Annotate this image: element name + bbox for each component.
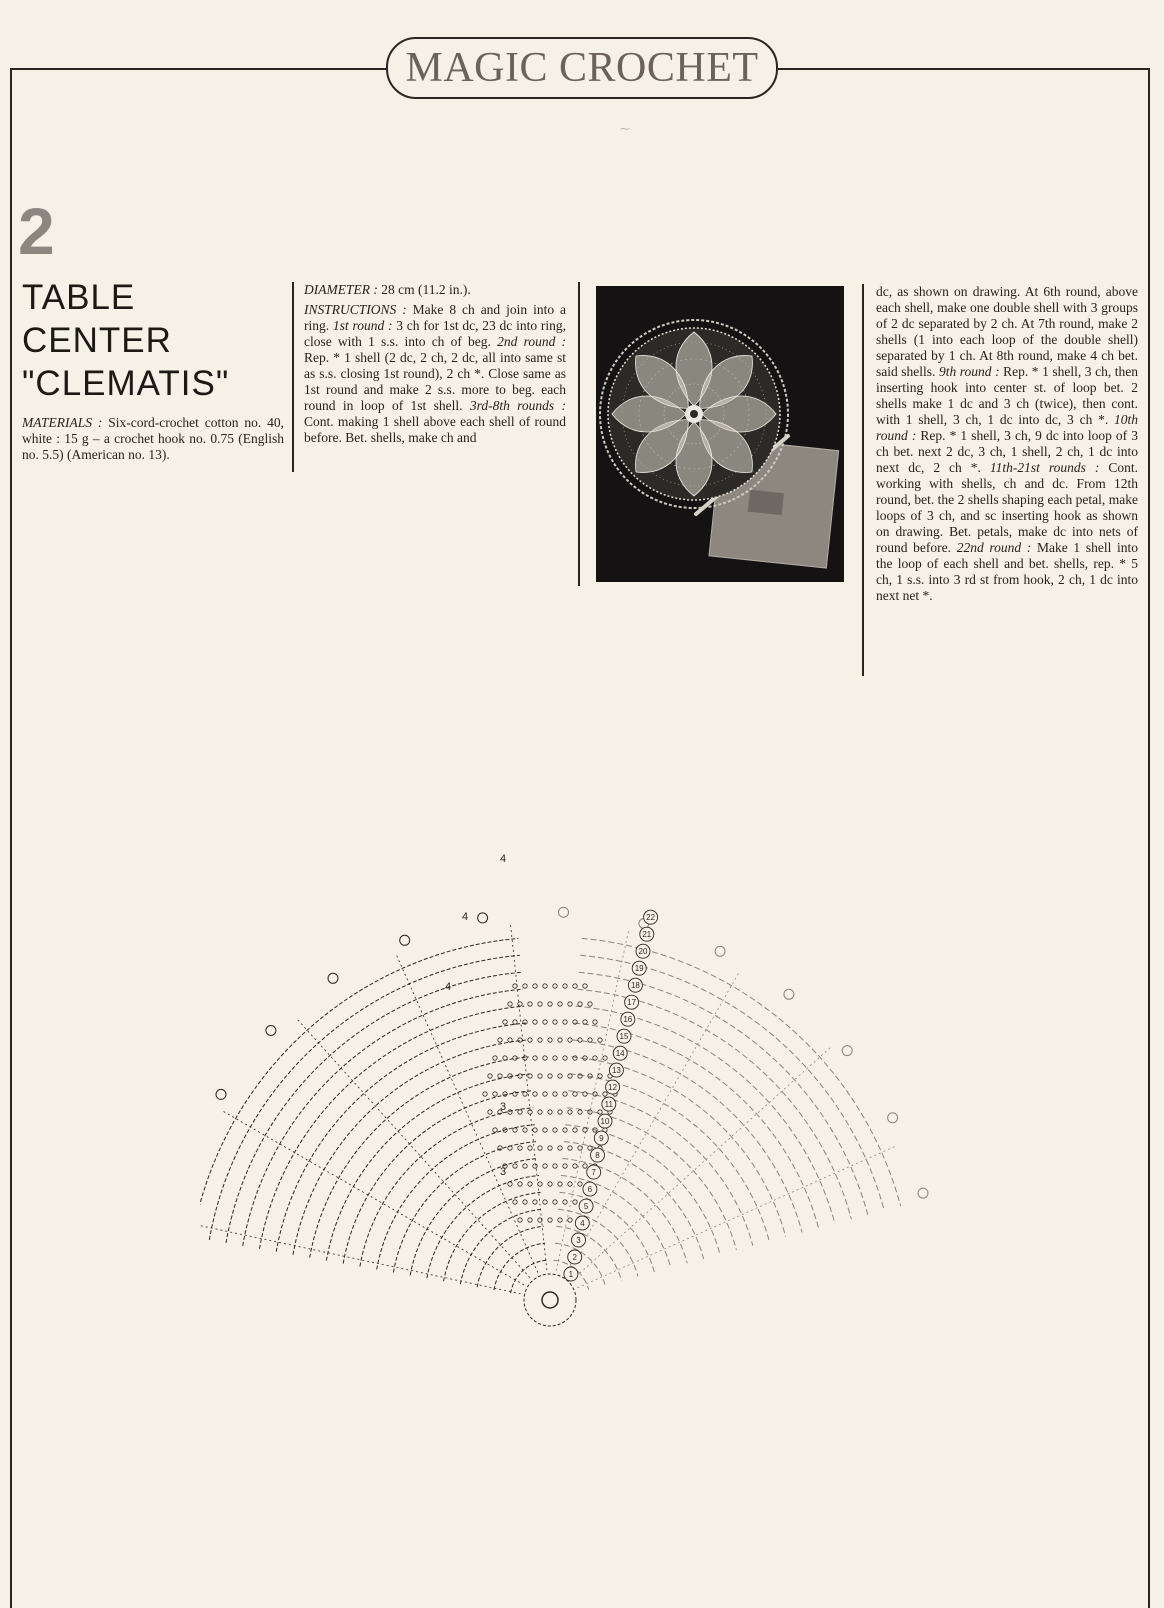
stitch-dot — [558, 1074, 562, 1078]
column-divider — [578, 282, 580, 586]
stitch-dot — [578, 1002, 582, 1006]
stitch-dot — [493, 1092, 497, 1096]
stitch-dot — [498, 1038, 502, 1042]
round-number-label: 3 — [576, 1236, 581, 1245]
stitch-dot — [508, 1110, 512, 1114]
stitch-dot — [493, 1128, 497, 1132]
diameter-text: 28 cm (11.2 in.). — [377, 282, 471, 297]
stitch-dot — [553, 1092, 557, 1096]
instructions-text: Make 8 ch and join into a ring. — [304, 302, 566, 333]
picot — [842, 1046, 852, 1056]
picot — [559, 907, 569, 917]
stitch-dot — [568, 1038, 572, 1042]
stitch-dot — [548, 1146, 552, 1150]
stitch-round-arc — [555, 1243, 605, 1285]
picot — [400, 935, 410, 945]
stitch-dot — [543, 1092, 547, 1096]
stitch-dot — [528, 1002, 532, 1006]
stitch-dot — [583, 1128, 587, 1132]
stitch-dot — [588, 1002, 592, 1006]
round-number-label: 17 — [627, 998, 637, 1008]
stitch-round-arc — [360, 1108, 533, 1267]
stitch-dot — [538, 1038, 542, 1042]
stitch-dot — [563, 1092, 567, 1096]
stitch-dot — [583, 984, 587, 988]
stitch-dot — [558, 1146, 562, 1150]
stitch-dot — [583, 1020, 587, 1024]
stitch-dot — [488, 1074, 492, 1078]
stitch-dot — [543, 1020, 547, 1024]
round-number-label: 20 — [638, 947, 648, 957]
stitch-dot — [573, 984, 577, 988]
stitch-dot — [548, 1182, 552, 1186]
stitch-dot — [573, 1164, 577, 1168]
stitch-dot — [523, 1092, 527, 1096]
picot — [784, 989, 794, 999]
round-number-label: 4 — [580, 1219, 585, 1228]
picot — [888, 1113, 898, 1123]
stitch-dot — [563, 1128, 567, 1132]
round-number-label: 16 — [623, 1015, 633, 1025]
round-text: Make 1 shell into the loop of each shell and bet. shells, rep. * 5 ch, 1 s.s. into 3 rd st from hook, 2 ch, 1 dc into next net *. — [876, 540, 1138, 603]
stitch-spoke — [395, 953, 537, 1273]
stitch-dot — [553, 1056, 557, 1060]
stitch-dot — [578, 1182, 582, 1186]
round-label: 22nd round : — [956, 540, 1032, 555]
stitch-dot — [558, 1110, 562, 1114]
round-text: Cont. making 1 shell above each shell of round before. Bet. shells, make ch and — [304, 414, 566, 445]
stitch-dot — [598, 1074, 602, 1078]
diameter-label: DIAMETER : — [304, 282, 378, 297]
instructions-paragraph — [304, 302, 566, 446]
stitch-dot — [518, 1074, 522, 1078]
stitch-dot — [538, 1110, 542, 1114]
stitch-dot — [558, 1218, 562, 1222]
round-number-label: 18 — [630, 981, 640, 991]
round-text: Rep. * 1 shell (2 dc, 2 ch, 2 dc, all into same st as s.s. closing 1st round), 2 ch *. Close same as 1st round and make 2 s.s. more to beg. each round in loop of 1st shell. — [304, 350, 566, 413]
stitch-dot — [548, 1074, 552, 1078]
stitch-round-arc — [577, 989, 851, 1219]
stitch-dot — [558, 1038, 562, 1042]
round-text: Rep. * 1 shell, 3 ch, then inserting hook into center st. of loop bet. 2 shells make 1 dc and 3 ch (twice), then cont. with 1 shell, 3 ch, 1 dc into dc, 3 ch *. — [876, 364, 1138, 427]
stitch-dot — [543, 1056, 547, 1060]
stitch-spoke — [200, 1221, 521, 1294]
pattern-number: 2 — [18, 194, 55, 268]
round-label: 2nd round : — [497, 334, 567, 349]
stitch-dot — [538, 1182, 542, 1186]
round-number-label: 21 — [642, 930, 652, 940]
stitch-dot — [523, 1200, 527, 1204]
stitch-dot — [528, 1182, 532, 1186]
picot — [266, 1026, 276, 1036]
stitch-dot — [503, 1056, 507, 1060]
stitch-dot — [588, 1146, 592, 1150]
round-label: 9th round : — [938, 364, 1000, 379]
stitch-dot — [528, 1038, 532, 1042]
stitch-round-arc — [558, 1209, 638, 1276]
stitch-dot — [573, 1200, 577, 1204]
stitch-dot — [543, 1200, 547, 1204]
stitch-dot — [533, 1020, 537, 1024]
crochet-chart-diagram — [200, 780, 1020, 1400]
stitch-round-arc — [310, 1057, 529, 1258]
stitch-dot — [568, 1110, 572, 1114]
print-speck: ⁓ — [620, 124, 630, 135]
stitch-dot — [558, 1182, 562, 1186]
stitch-dot — [533, 1164, 537, 1168]
continuation-text: dc, as shown on drawing. At 6th round, above each shell, make one double shell with 3 groups of 2 dc separated by 2 ch. At 7th round, make 2 shells (1 into each loop of the double shell) separated by 1 ch. At 8th round, make 4 ch bet. said shells. — [876, 284, 1138, 379]
stitch-dot — [508, 1038, 512, 1042]
stitch-dot — [553, 984, 557, 988]
round-number-label: 13 — [611, 1066, 621, 1076]
materials-text: Six-cord-crochet cotton no. 40, white : 15 g – a crochet hook no. 0.75 (English no. 5.5) (American no. 13). — [22, 415, 284, 462]
column-divider — [292, 282, 294, 472]
stitch-dot — [528, 1074, 532, 1078]
stitch-dot — [603, 1056, 607, 1060]
stitch-dot — [528, 1218, 532, 1222]
stitch-round-arc — [293, 1040, 527, 1255]
stitch-count-label: 4 — [445, 981, 452, 993]
picot — [715, 946, 725, 956]
stitch-dot — [568, 1182, 572, 1186]
stitch-dot — [498, 1074, 502, 1078]
stitch-dot — [548, 1038, 552, 1042]
stitch-round-arc — [582, 938, 901, 1206]
stitch-dot — [548, 1218, 552, 1222]
stitch-dot — [483, 1092, 487, 1096]
stitch-dot — [573, 1056, 577, 1060]
stitch-dot — [518, 1002, 522, 1006]
stitch-dot — [563, 1200, 567, 1204]
picot — [328, 973, 338, 983]
stitch-dot — [493, 1056, 497, 1060]
stitch-dot — [563, 1056, 567, 1060]
instructions-label: INSTRUCTIONS : — [304, 302, 407, 317]
stitch-dot — [533, 1200, 537, 1204]
stitch-dot — [563, 1164, 567, 1168]
round-number-label: 1 — [568, 1270, 574, 1279]
stitch-round-arc — [579, 972, 868, 1215]
round-text: Cont. working with shells, ch and dc. From 12th round, bet. the 2 shells shaping each petal, make loops of 3 ch, and sc inserting hook as shown on drawing. Bet. petals, make dc into nets of round before. — [876, 460, 1138, 555]
stitch-round-arc — [393, 1142, 536, 1273]
stitch-dot — [583, 1164, 587, 1168]
stitch-dot — [583, 1092, 587, 1096]
stitch-dot — [578, 1146, 582, 1150]
picot — [478, 913, 488, 923]
title-line: TABLE — [22, 278, 136, 317]
stitch-dot — [548, 1002, 552, 1006]
stitch-round-arc — [260, 1006, 525, 1249]
picot — [216, 1089, 226, 1099]
stitch-dot — [543, 984, 547, 988]
stitch-dot — [568, 1002, 572, 1006]
stitch-round-arc — [576, 1006, 835, 1224]
stitch-round-arc — [427, 1176, 539, 1279]
stitch-dot — [553, 1128, 557, 1132]
stitch-dot — [508, 1002, 512, 1006]
round-number-label: 6 — [587, 1185, 593, 1195]
stitch-dot — [563, 984, 567, 988]
stitch-dot — [533, 1092, 537, 1096]
round-label: 11th-21st rounds : — [989, 460, 1100, 475]
stitch-dot — [558, 1002, 562, 1006]
doily-photo — [596, 286, 844, 582]
stitch-dot — [543, 1128, 547, 1132]
stitch-round-arc — [477, 1226, 543, 1287]
round-number-label: 22 — [646, 913, 656, 923]
stitch-dot — [548, 1110, 552, 1114]
stitch-dot — [553, 1020, 557, 1024]
stitch-dot — [523, 1164, 527, 1168]
stitch-spoke — [296, 1018, 530, 1278]
stitch-dot — [553, 1200, 557, 1204]
materials-label: MATERIALS : — [22, 415, 103, 430]
stitch-dot — [568, 1218, 572, 1222]
stitch-dot — [523, 984, 527, 988]
stitch-dot — [578, 1038, 582, 1042]
stitch-dot — [533, 1056, 537, 1060]
stitch-count-label: 3 — [500, 1166, 507, 1178]
stitch-dot — [538, 1074, 542, 1078]
stitch-dot — [503, 1020, 507, 1024]
continuation-column — [876, 284, 1138, 604]
round-number-label: 7 — [591, 1168, 596, 1178]
round-number-label: 10 — [600, 1117, 610, 1127]
picot — [918, 1188, 928, 1198]
stitch-dot — [528, 1146, 532, 1150]
stitch-dot — [513, 1128, 517, 1132]
round-number-label: 5 — [583, 1202, 589, 1212]
title-line: "CLEMATIS" — [22, 364, 230, 403]
stitch-dot — [573, 1092, 577, 1096]
stitch-count-label: 4 — [462, 911, 469, 923]
round-number-label: 2 — [572, 1253, 577, 1262]
round-label: 10th round : — [876, 412, 1138, 443]
diameter-paragraph — [304, 282, 566, 298]
center-ring — [542, 1292, 558, 1308]
stitch-count-label: 4 — [500, 853, 507, 865]
stitch-dot — [603, 1092, 607, 1096]
stitch-dot — [598, 1038, 602, 1042]
round-label: 1st round : — [332, 318, 393, 333]
materials-paragraph — [22, 415, 284, 463]
stitch-round-arc — [410, 1159, 537, 1276]
stitch-dot — [568, 1146, 572, 1150]
stitch-round-arc — [571, 1057, 785, 1237]
stitch-count-label: 3 — [500, 1101, 507, 1113]
round-number-label: 11 — [604, 1100, 613, 1110]
stitch-dot — [593, 1056, 597, 1060]
stitch-round-arc — [243, 989, 523, 1246]
stitch-dot — [538, 1146, 542, 1150]
round-number-label: 12 — [608, 1083, 618, 1093]
round-text: 3 ch for 1st dc, 23 dc into ring, close with 1 s.s. into ch of beg. — [304, 318, 566, 349]
stitch-dot — [518, 1146, 522, 1150]
masthead-title: MAGIC CROCHET — [405, 45, 759, 91]
stitch-round-arc — [580, 955, 884, 1210]
stitch-dot — [593, 1020, 597, 1024]
doily-photo-illustration — [596, 286, 844, 582]
round-number-label: 15 — [619, 1032, 629, 1042]
stitch-round-arc — [276, 1023, 526, 1252]
stitch-dot — [513, 1020, 517, 1024]
stitch-dot — [568, 1074, 572, 1078]
stitch-round-arc — [460, 1209, 542, 1284]
round-text: Rep. * 1 shell, 3 ch, 9 dc into loop of 3 ch bet. next 2 dc, 3 ch, 1 shell, 2 ch, 1 dc into next dc, 2 ch *. — [876, 428, 1139, 475]
pattern-title — [22, 276, 282, 405]
stitch-dot — [513, 1200, 517, 1204]
stitch-dot — [578, 1110, 582, 1114]
stitch-dot — [503, 1092, 507, 1096]
stitch-spoke — [577, 1145, 897, 1287]
stitch-dot — [533, 984, 537, 988]
stitch-dot — [538, 1002, 542, 1006]
round-number-label: 9 — [599, 1134, 604, 1144]
title-line: CENTER — [22, 321, 172, 360]
round-number-label: 14 — [615, 1049, 625, 1059]
stitch-dot — [563, 1020, 567, 1024]
stitch-dot — [543, 1164, 547, 1168]
first-round — [524, 1274, 576, 1326]
stitch-dot — [513, 984, 517, 988]
stitch-dot — [518, 1110, 522, 1114]
stitch-dot — [518, 1218, 522, 1222]
stitch-dot — [553, 1164, 557, 1168]
stitch-dot — [598, 1110, 602, 1114]
stitch-dot — [588, 1038, 592, 1042]
round-number-label: 19 — [634, 964, 644, 974]
stitch-dot — [518, 1038, 522, 1042]
stitch-dot — [518, 1182, 522, 1186]
instructions-column — [304, 282, 566, 450]
round-label: 3rd-8th rounds : — [469, 398, 566, 413]
column-divider — [862, 284, 864, 676]
round-number-label: 8 — [595, 1151, 600, 1161]
stitch-dot — [523, 1128, 527, 1132]
stitch-dot — [488, 1110, 492, 1114]
stitch-dot — [508, 1182, 512, 1186]
stitch-dot — [513, 1164, 517, 1168]
stitch-dot — [578, 1074, 582, 1078]
masthead — [386, 37, 778, 99]
stitch-dot — [573, 1128, 577, 1132]
stitch-dot — [533, 1128, 537, 1132]
